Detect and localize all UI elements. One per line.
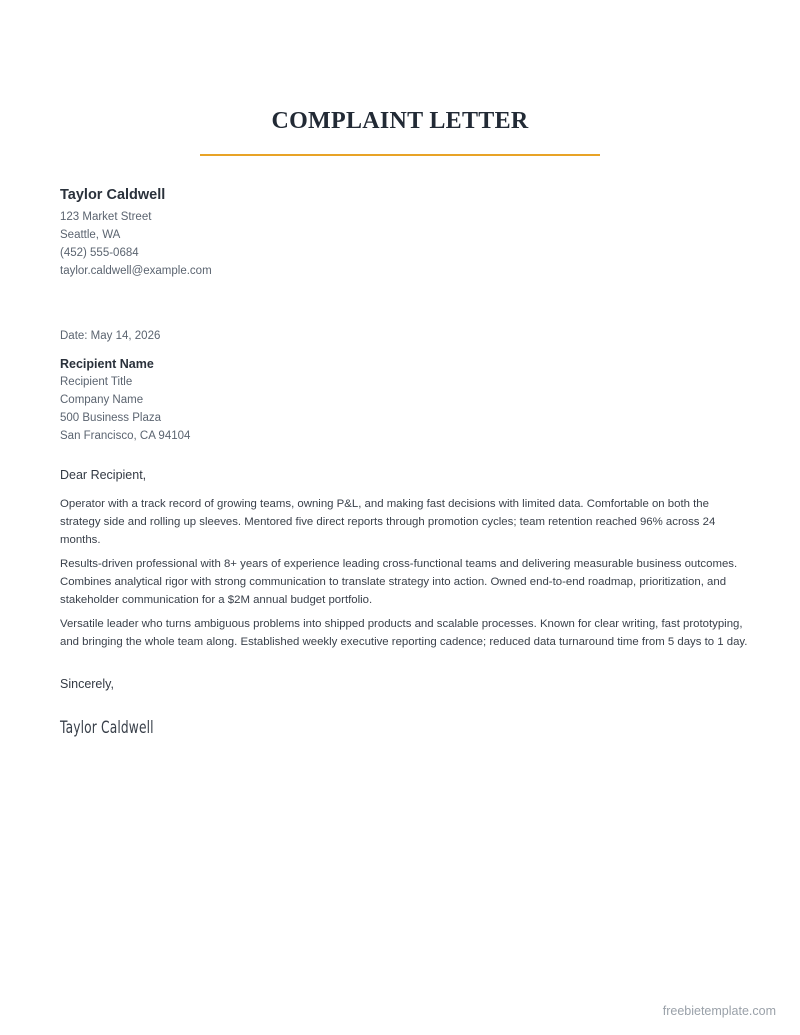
body-paragraph: Results-driven professional with 8+ years of experience leading cross-functional teams and delivering measurable business outcomes. Combines analytical rigor with strong communication to translate strategy into action. Owned end-to-end roadmap, prioritization, and stakeholder communication for a $2M annual budget portfolio. [60,558,738,606]
letter-date: Date: May 14, 2026 [60,330,161,342]
sender-phone: (452) 555-0684 [60,247,139,259]
recipient-company: Company Name [60,394,144,406]
sender-name: Taylor Caldwell [60,187,166,203]
recipient-city: San Francisco, CA 94104 [60,430,191,442]
sender-block [60,186,212,280]
watermark: freebietemplate.com [662,1004,776,1018]
letter-greeting: Dear Recipient, [60,468,147,482]
title-divider [200,154,600,156]
body-paragraph: Versatile leader who turns ambiguous problems into shipped products and scalable processes. Known for clear writing, fast prototyping, and bringing the whole team along. Established weekly executive reporting cadence; reduced data turnaround time from 5 days to 1 day. [60,618,748,648]
letter-body [60,495,750,657]
document-title: COMPLAINT LETTER [271,108,529,134]
letter-closing: Sincerely, [60,677,114,691]
recipient-block [60,355,190,445]
recipient-title: Recipient Title [60,376,133,388]
recipient-street: 500 Business Plaza [60,412,162,424]
sender-city: Seattle, WA [60,229,121,241]
sender-street: 123 Market Street [60,211,152,223]
recipient-name: Recipient Name [60,357,154,371]
body-paragraph: Operator with a track record of growing teams, owning P&L, and making fast decisions with limited data. Comfortable on both the strategy side and rolling up sleeves. Mentored five direct reports through promotion cycles; team retention reached 96% across 24 months. [60,498,716,546]
sender-email: taylor.caldwell@example.com [60,265,212,277]
signature: Taylor Caldwell [60,718,154,738]
